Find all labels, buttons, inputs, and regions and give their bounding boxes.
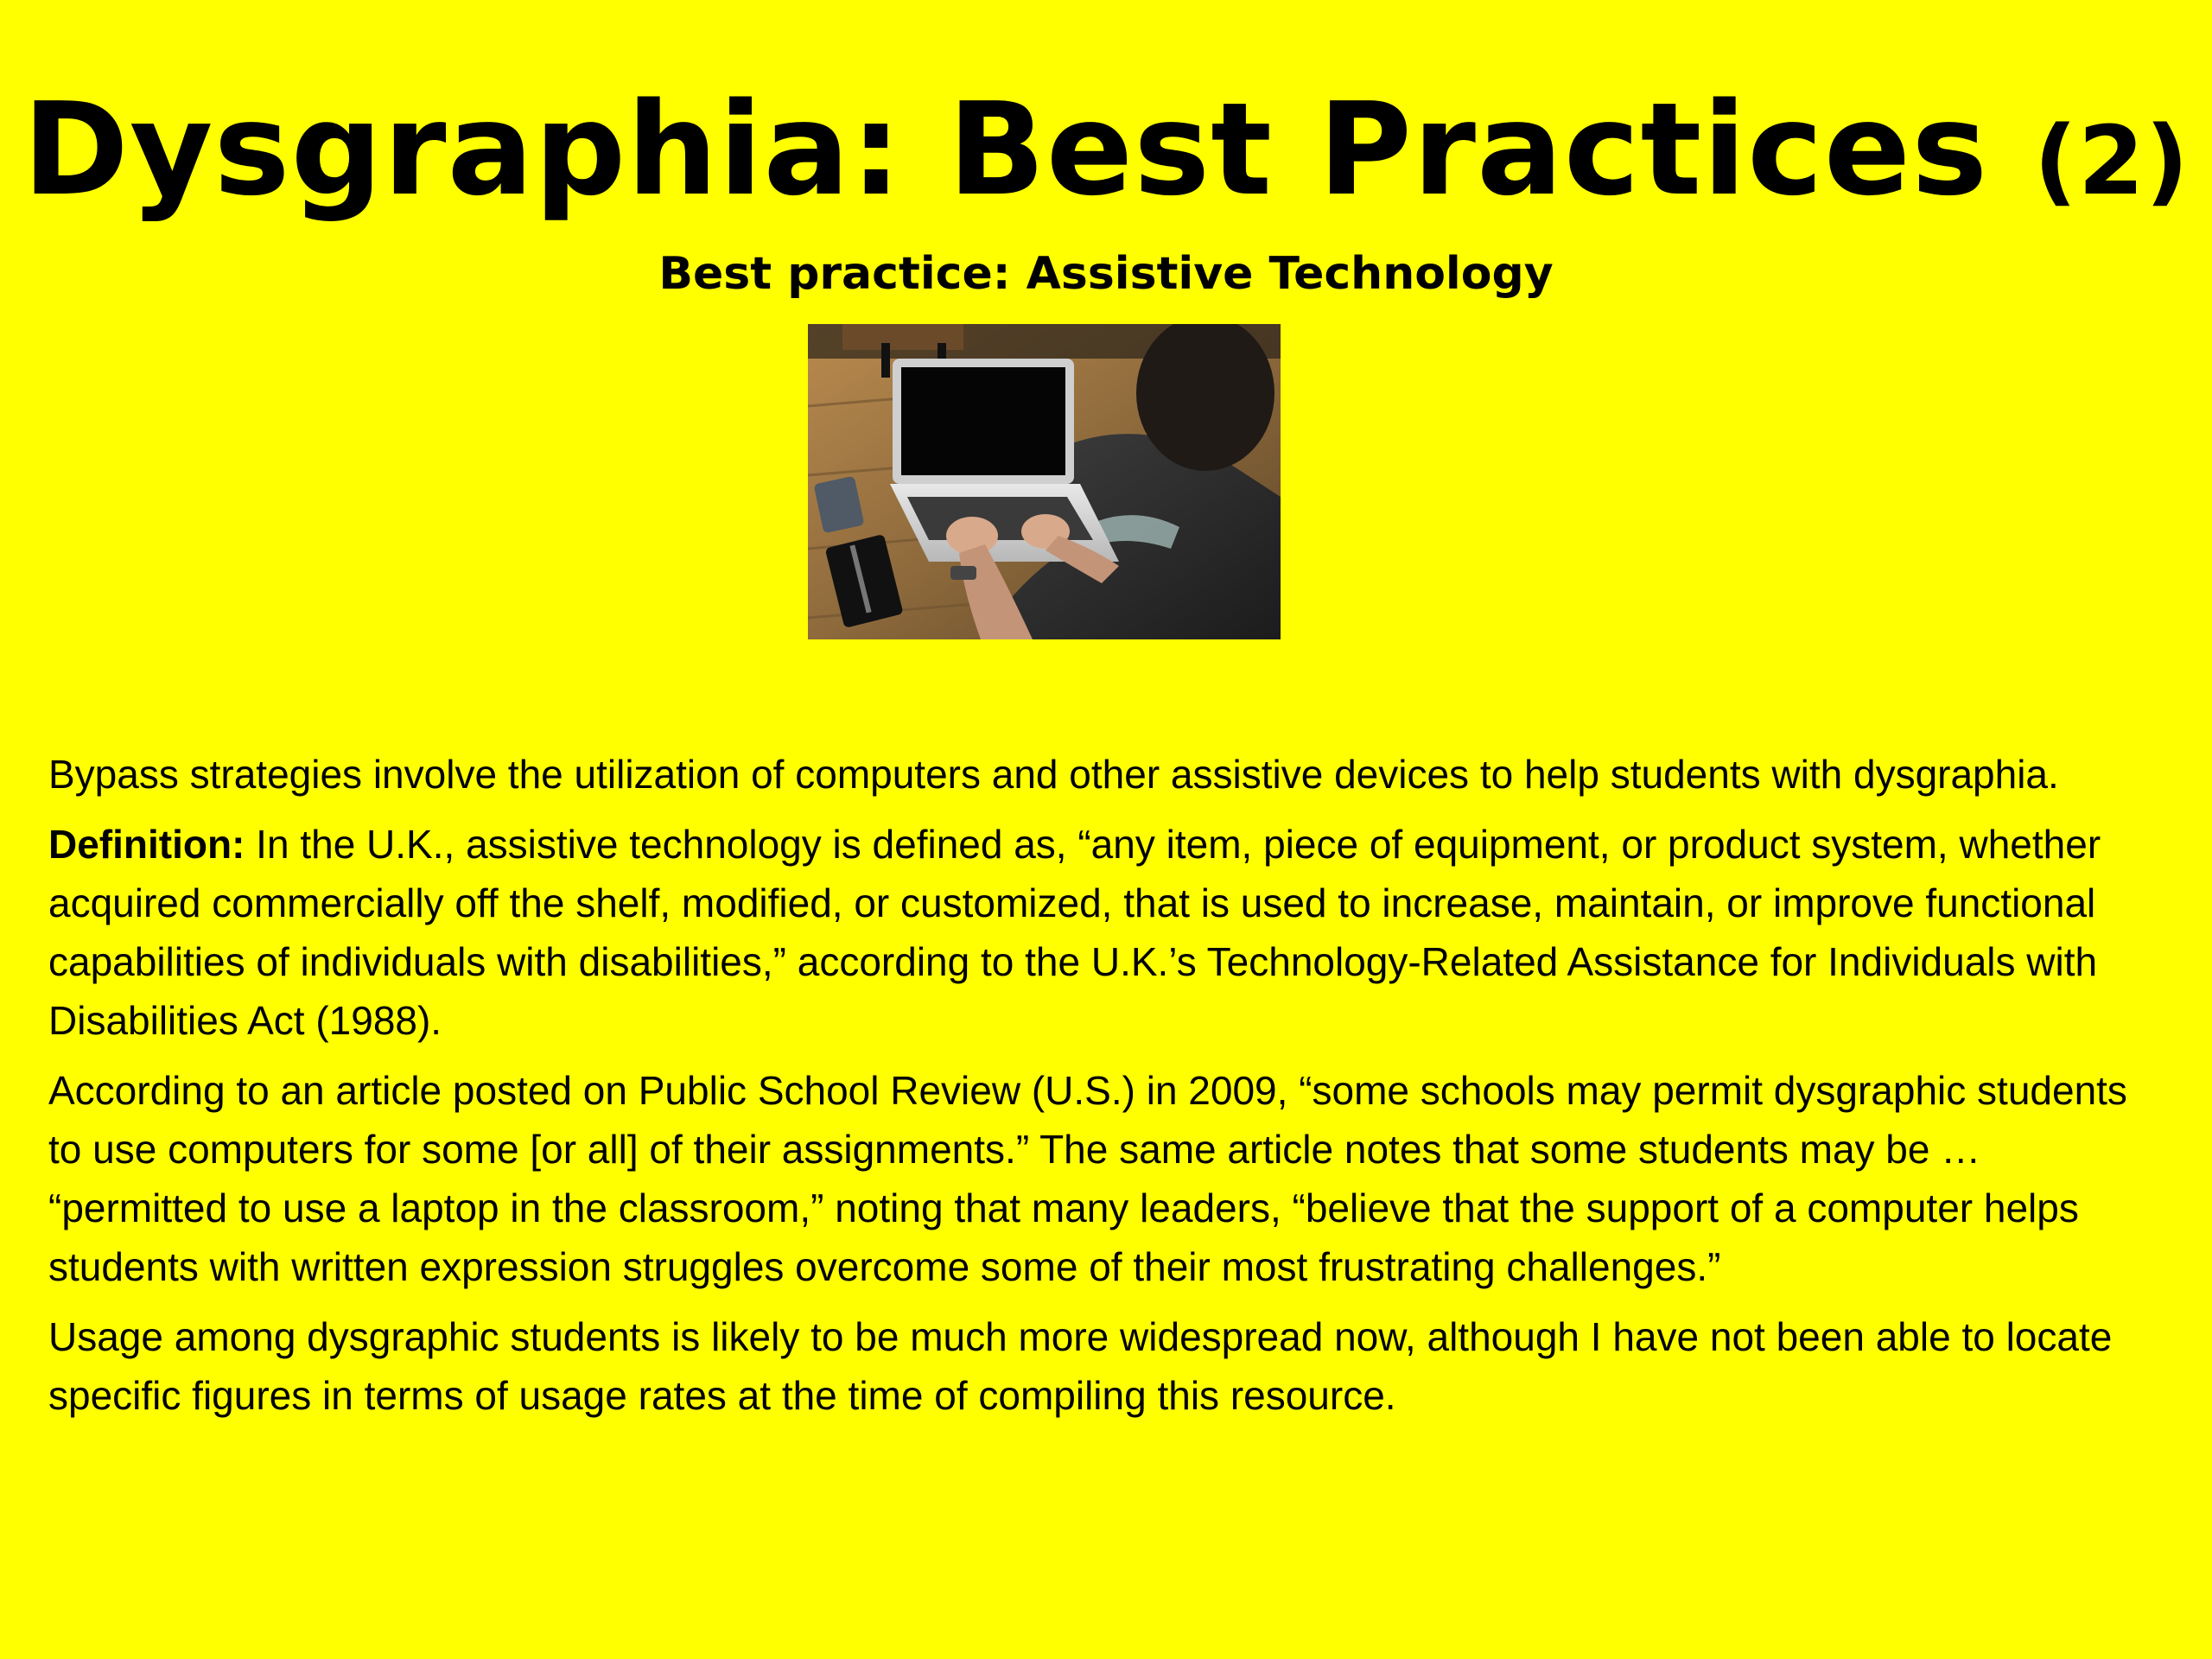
paragraph-usage: Usage among dysgraphic students is likely to be much more widespread now, although I have not been able to locate specific figures in terms of usage rates at the time of compiling this resource. — [48, 1314, 2113, 1418]
laptop-photo-illustration — [808, 324, 1281, 639]
slide-subtitle: Best practice: Assistive Technology — [658, 248, 1554, 300]
body-text — [48, 745, 2157, 1436]
definition-text: In the U.K., assistive technology is defined as, “any item, piece of equipment, or product system, whether acquired commercially off the shelf, modified, or customized, that is used to increase, maintain, or improve functional capabilities of individuals with disabilities,” according to the U.K.’s Technology-Related Assistance for Individuals with Disabilities Act (1988). — [48, 822, 2101, 1043]
paragraph-bypass: Bypass strategies involve the utilization of computers and other assistive devices to help students with dysgraphia. — [48, 752, 2059, 797]
slide-title-text: Dysgraphia: Best Practices — [22, 75, 1989, 224]
slide-title-number: (2) — [2033, 105, 2190, 216]
slide-title — [0, 76, 2212, 234]
paragraph-definition — [48, 815, 2157, 1050]
paragraph-article: According to an article posted on Public School Review (U.S.) in 2009, “some schools may permit dysgraphic students to use computers for some [or all] of their assignments.” The same article notes that some students may be … “permitted to use a laptop in the classroom,” noting that many leaders, “believe that the support of a computer helps students with written expression struggles overcome some of their most frustrating challenges.” — [48, 1068, 2127, 1289]
laptop-photo — [808, 324, 1281, 639]
definition-label: Definition: — [48, 822, 245, 867]
